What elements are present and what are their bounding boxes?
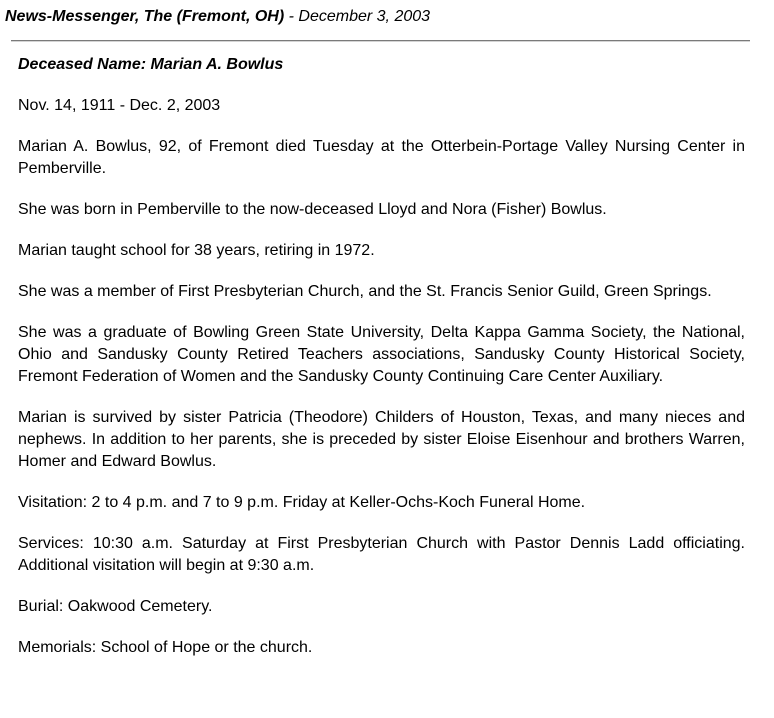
services-paragraph: Services: 10:30 a.m. Saturday at First Presbyterian Church with Pastor Dennis Ladd officiating. Additional visitation will begin at 9:30 a.m. <box>18 535 745 574</box>
obituary-paragraph: Marian A. Bowlus, 92, of Fremont died Tuesday at the Otterbein-Portage Valley Nursing Center in Pemberville. <box>18 138 745 177</box>
obituary-body <box>18 54 745 678</box>
document-header <box>5 6 430 28</box>
publication-date: December 3, 2003 <box>298 8 431 25</box>
header-separator: - <box>288 8 294 25</box>
obituary-paragraph: She was born in Pemberville to the now-deceased Lloyd and Nora (Fisher) Bowlus. <box>18 201 607 218</box>
burial-paragraph: Burial: Oakwood Cemetery. <box>18 598 213 615</box>
life-dates: Nov. 14, 1911 - Dec. 2, 2003 <box>18 97 221 114</box>
header-divider <box>11 40 750 42</box>
memorials-paragraph: Memorials: School of Hope or the church. <box>18 639 313 656</box>
publication-name: News-Messenger, The (Fremont, OH) <box>5 8 285 25</box>
obituary-paragraph: She was a graduate of Bowling Green State University, Delta Kappa Gamma Society, the National, Ohio and Sandusky County Retired Teachers associations, Sandusky County Historical Society, Fremont Federation of Women and the Sandusky County Continuing Care Center Auxiliary. <box>18 324 745 385</box>
obituary-paragraph: Marian taught school for 38 years, retiring in 1972. <box>18 242 375 259</box>
visitation-paragraph: Visitation: 2 to 4 p.m. and 7 to 9 p.m. Friday at Keller-Ochs-Koch Funeral Home. <box>18 494 586 511</box>
obituary-paragraph: She was a member of First Presbyterian Church, and the St. Francis Senior Guild, Green Springs. <box>18 283 712 300</box>
deceased-name: Deceased Name: Marian A. Bowlus <box>18 56 284 73</box>
obituary-paragraph: Marian is survived by sister Patricia (Theodore) Childers of Houston, Texas, and many nieces and nephews. In addition to her parents, she is preceded by sister Eloise Eisenhour and brothers Warren, Homer and Edward Bowlus. <box>18 409 745 470</box>
